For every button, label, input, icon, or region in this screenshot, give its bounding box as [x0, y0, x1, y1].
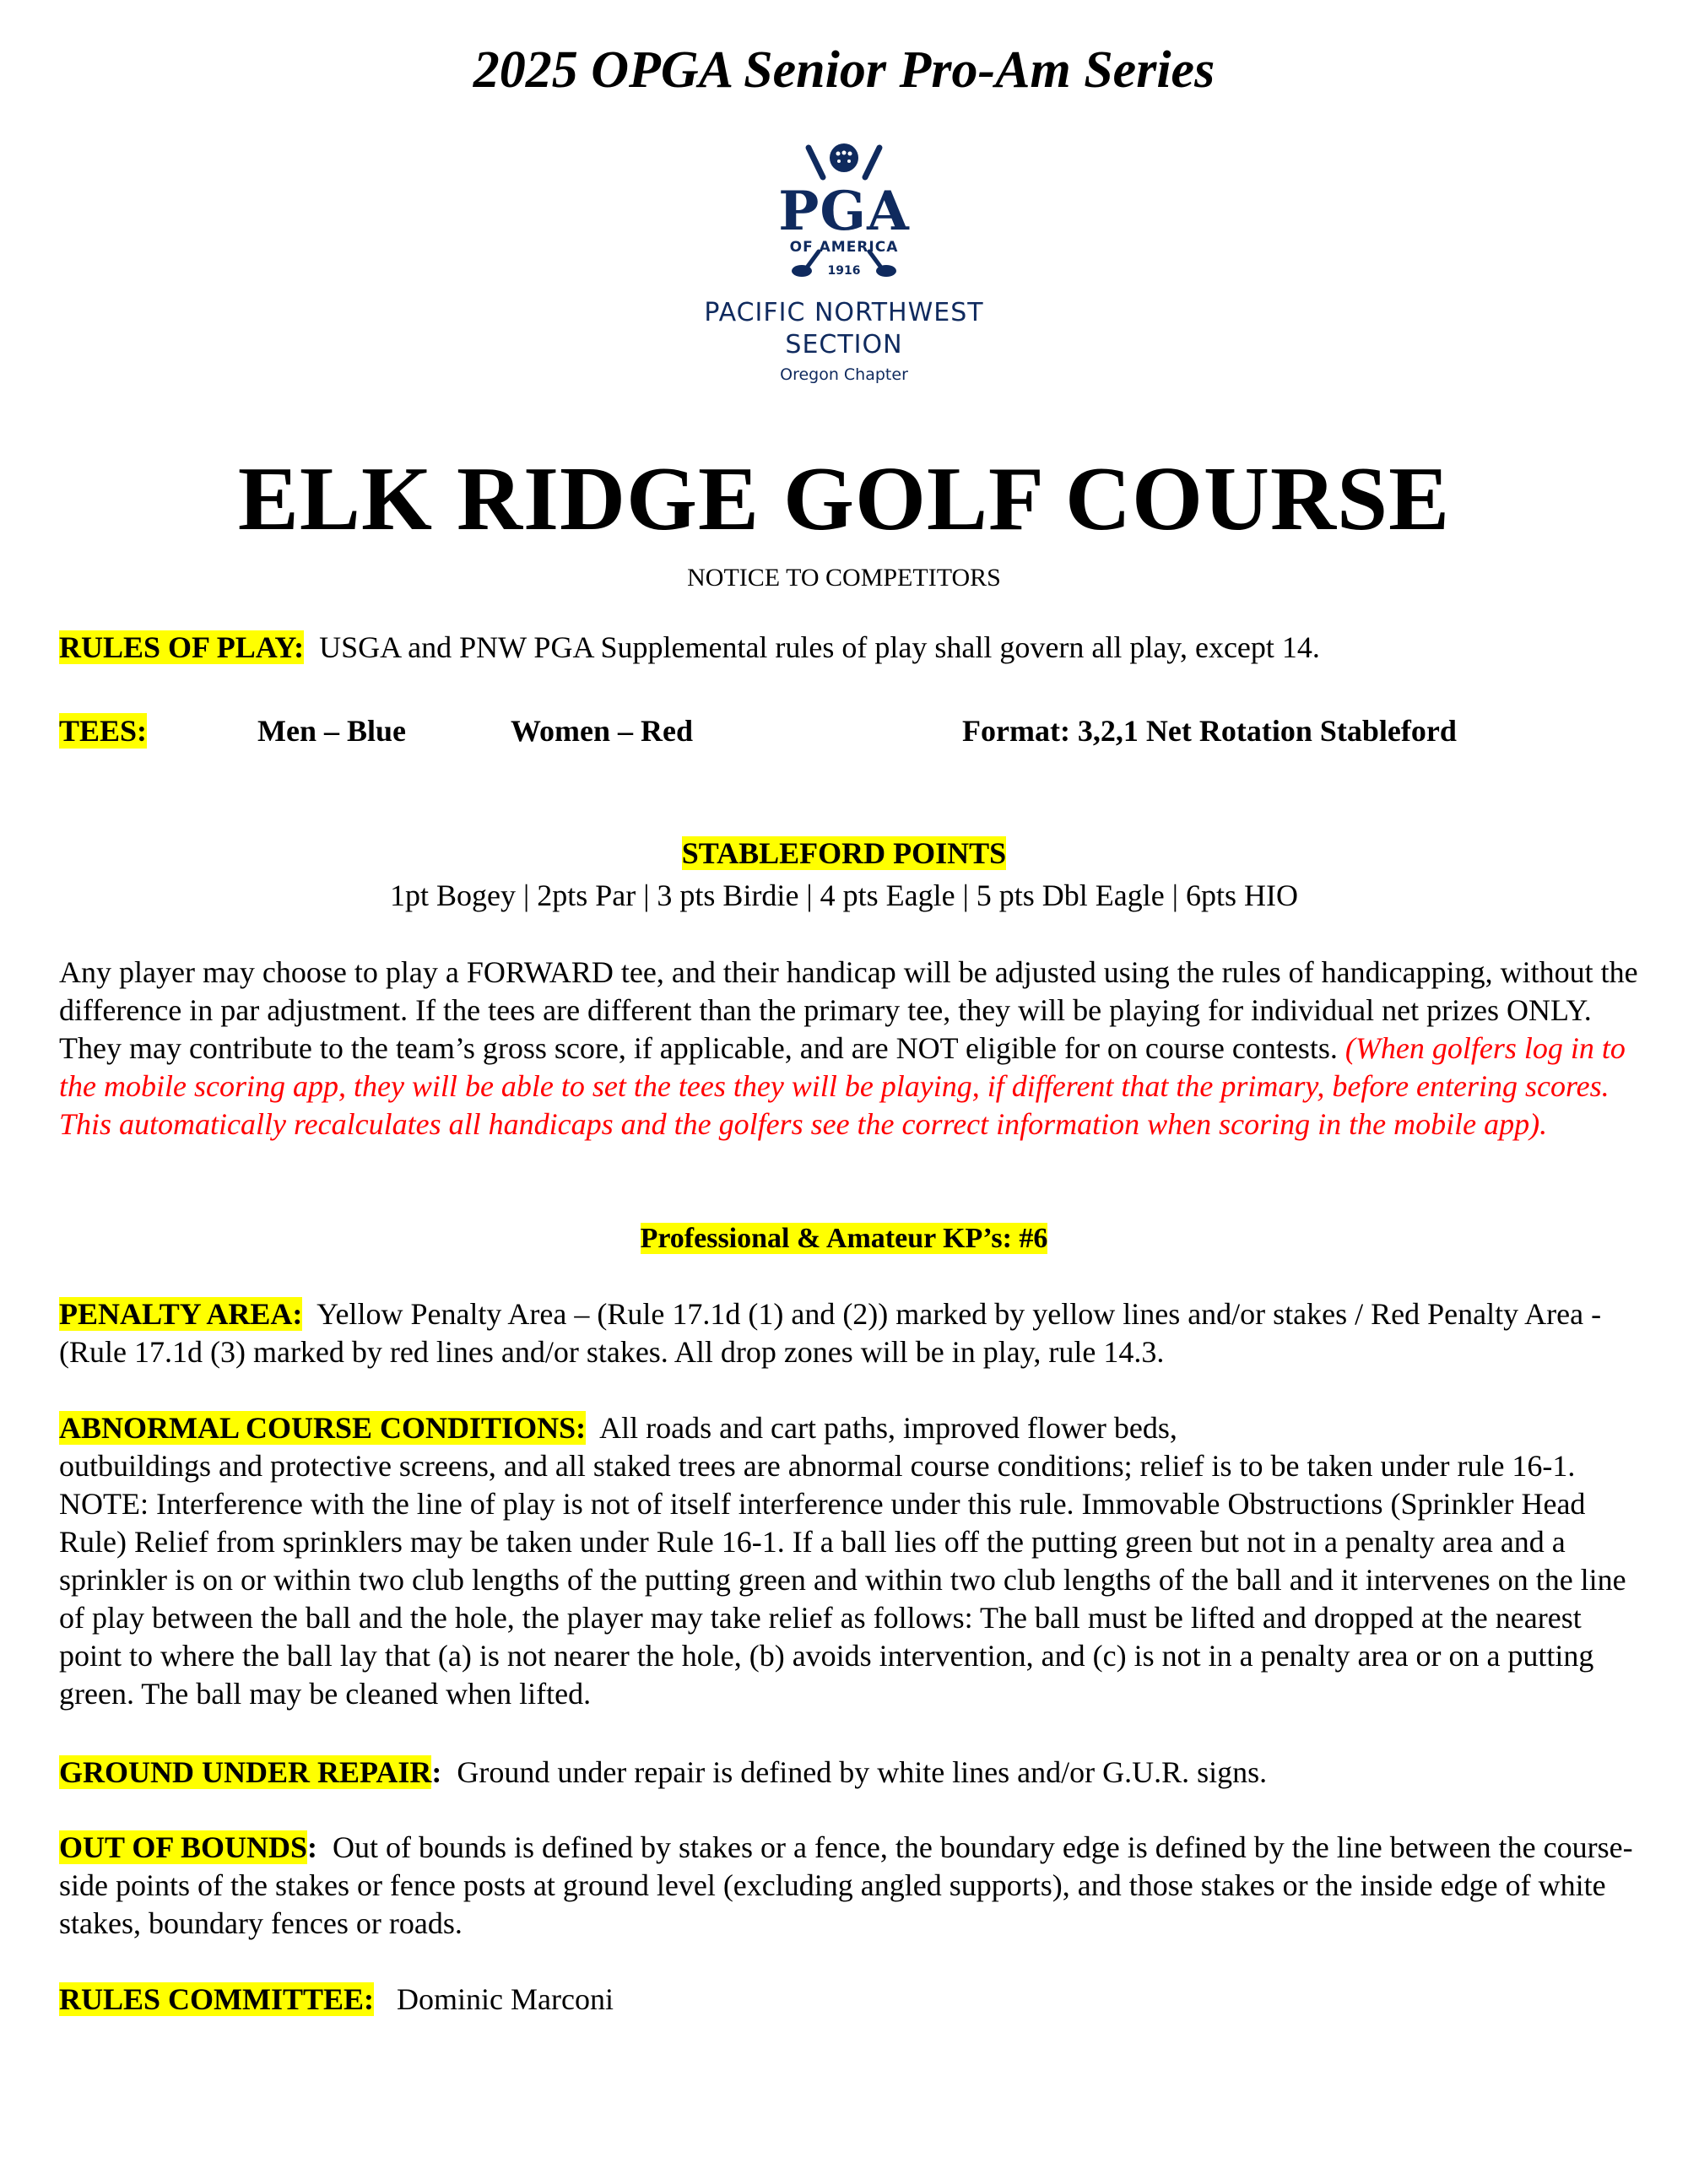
tees-women: Women – Red	[511, 714, 693, 748]
rules-of-play-section	[59, 629, 1646, 667]
out-of-bounds-text: Out of bounds is defined by stakes or a fence, the boundary edge is defined by the line between the course-side points of the stakes or fence posts at ground level (excluding angled supports), and those stakes or the inside edge of white stakes, boundary fences or roads.	[59, 1830, 1633, 1940]
logo-section-line2: SECTION	[785, 330, 903, 359]
penalty-area-text: Yellow Penalty Area – (Rule 17.1d (1) and (2)) marked by yellow lines and/or stakes / Red Penalty Area - (Rule 17.1d (3) marked by red lines and/or stakes. All drop zones will be in play, rule 14.3.	[59, 1297, 1602, 1369]
logo-of-america: OF AMERICA	[789, 239, 899, 256]
ground-under-repair-colon: :	[431, 1755, 442, 1789]
pga-pnw-logo	[675, 139, 1013, 392]
penalty-area-section	[59, 1295, 1646, 1371]
stableford-heading: STABLEFORD POINTS	[681, 836, 1007, 870]
kps-heading: Professional & Amateur KP’s: #6	[640, 1223, 1048, 1254]
abnormal-conditions-section	[59, 1409, 1646, 1713]
abnormal-conditions-line1: All roads and cart paths, improved flower beds,	[599, 1411, 1177, 1445]
course-title: ELK RIDGE GOLF COURSE	[237, 449, 1451, 549]
logo-section-line1: PACIFIC NORTHWEST	[704, 298, 984, 327]
logo-year: 1916	[827, 264, 861, 278]
mobile-app-note: (When golfers log in to the mobile scoring app, they will be able to set the tees they will be playing, if different that the primary, before entering scores. This automatically recalculates all handicaps and the golfers see the correct information when scoring in the mobile app).	[59, 1031, 1626, 1141]
stableford-points: 1pt Bogey | 2pts Par | 3 pts Birdie | 4 pts Eagle | 5 pts Dbl Eagle | 6pts HIO	[390, 878, 1298, 912]
rules-of-play-text: USGA and PNW PGA Supplemental rules of play shall govern all play, except 14.	[319, 630, 1320, 664]
format: Format: 3,2,1 Net Rotation Stableford	[962, 714, 1457, 748]
kps-row	[0, 1219, 1688, 1255]
rules-of-play-label: RULES OF PLAY:	[59, 630, 305, 664]
notice-heading: NOTICE TO COMPETITORS	[687, 564, 1001, 592]
ground-under-repair-section	[59, 1754, 1646, 1792]
abnormal-conditions-text: outbuildings and protective screens, and all staked trees are abnormal course conditions; relief is to be taken under rule 16-1. NOTE: Interference with the line of play is not of itself interference under this rule. Immovable Obstructions (Sprinkler Head Rule) Relief from sprinklers may be taken under Rule 16-1. If a ball lies off the putting green but not in a penalty area and a sprinkler is on or within two club lengths of the putting green and within two club lengths of the ball and it intervenes on the line of play between the ball and the hole, the player may take relief as follows: The ball must be lifted and dropped at the nearest point to where the ball lay that (a) is not nearer the hole, (b) avoids intervention, and (c) is not in a penalty area or on a putting green. The ball may be cleaned when lifted.	[59, 1449, 1626, 1711]
ground-under-repair-label: GROUND UNDER REPAIR	[59, 1755, 432, 1789]
tees-men: Men – Blue	[257, 714, 406, 748]
forward-tee-text: Any player may choose to play a FORWARD tee, and their handicap will be adjusted using the rules of handicapping, without the difference in par adjustment. If the tees are different than the primary tee, they will be playing for individual net prizes ONLY. They may contribute to the team’s gross score, if applicable, and are NOT eligible for on course contests.	[59, 955, 1638, 1065]
out-of-bounds-section	[59, 1829, 1646, 1943]
rules-committee-section	[59, 1981, 1646, 2019]
rules-committee-name: Dominic Marconi	[397, 1982, 614, 2016]
rules-committee-label: RULES COMMITTEE:	[59, 1982, 375, 2016]
tees-label: TEES:	[59, 714, 148, 748]
logo-chapter: Oregon Chapter	[780, 365, 908, 384]
penalty-area-label: PENALTY AREA:	[59, 1297, 303, 1331]
out-of-bounds-label: OUT OF BOUNDS	[59, 1830, 308, 1864]
series-title: 2025 OPGA Senior Pro-Am Series	[473, 41, 1215, 99]
out-of-bounds-colon: :	[307, 1830, 318, 1864]
ground-under-repair-text: Ground under repair is defined by white lines and/or G.U.R. signs.	[457, 1755, 1268, 1789]
forward-tee-paragraph	[59, 954, 1646, 1143]
logo-pga-word: PGA	[778, 180, 910, 243]
abnormal-conditions-label: ABNORMAL COURSE CONDITIONS:	[59, 1411, 587, 1445]
stableford-heading-row	[0, 835, 1688, 871]
